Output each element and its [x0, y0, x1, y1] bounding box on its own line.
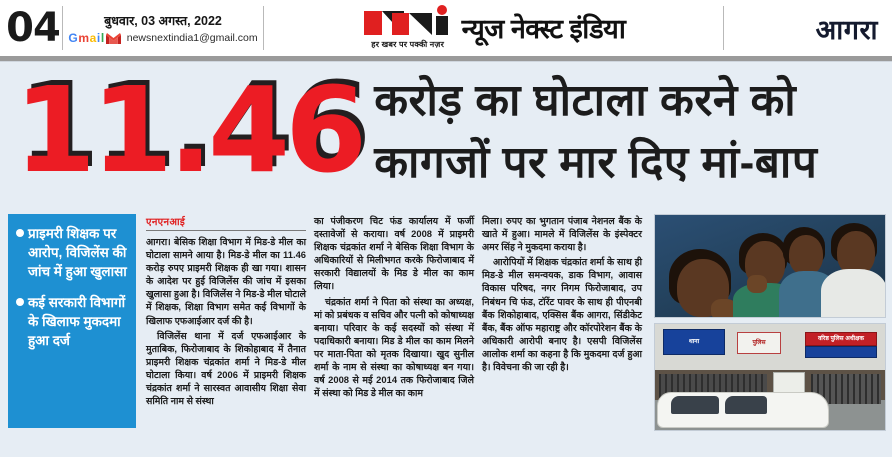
brand-name: न्यूज नेक्स्ट इंडिया: [461, 13, 626, 44]
car-window-front: [671, 396, 719, 414]
article-column-1: [146, 214, 306, 442]
gmail-icon: G m a i l: [68, 32, 121, 45]
gmail-envelope-icon: [105, 32, 122, 45]
headline-line-2: कागजों पर मार दिए मां-बाप: [374, 138, 818, 187]
paragraph: विजिलेंस थाना में दर्ज एफआईआर के मुताबिक, फिरोजाबाद के शिकोहाबाद में तैनात प्राइमरी शिक्षक चंद्रकांत शर्मा ने मिड-डे मील घोटाला किया। वर्ष 2006 में प्राइमरी शिक्षक चंद्रकांत शर्मा ने सारस्वत आवासीय शिक्षा सेवा समिति नाम से संस्था: [146, 329, 306, 407]
logo-tagline: हर खबर पर पक्की नज़र: [371, 40, 445, 49]
station-sign-thana: थाना: [663, 329, 725, 355]
highlight-item: [16, 293, 128, 350]
edition-block: [724, 0, 892, 56]
brand-block: [264, 0, 723, 56]
publication-date: बुधवार, 03 अगस्त, 2022: [104, 13, 222, 28]
bullet-dot-icon: [16, 229, 24, 237]
date-contact-block: [63, 0, 263, 56]
page-number-block: [0, 0, 62, 56]
email-address[interactable]: newsnextindia1@gmail.com: [126, 32, 258, 44]
paragraph: का पंजीकरण चिट फंड कार्यालय में फर्जी दस्तावेजों से कराया। वर्ष 2008 में प्राइमरी शिक्षक चंद्रकांत शर्मा ने बेसिक शिक्षा विभाग के अधिकारियों से मिलीभगत करके फिरोजाबाद में सरकारी विद्यालयों के मिड डे मील का काम लिया।: [314, 215, 474, 292]
nni-logo-icon: [362, 5, 454, 49]
station-sign-sp: वरिष्ठ पुलिस अधीक्षक: [805, 332, 877, 346]
police-station-building-photo: [654, 323, 886, 431]
paragraph: मिला। रुपए का भुगतान पंजाब नेशनल बैंक के खाते में हुआ। मामले में विजिलेंस के इंस्पेक्टर अमर सिंह ने मुकदमा कराया है।: [482, 215, 642, 253]
station-sign-sub: [805, 346, 877, 358]
bullet-dot-icon: [16, 298, 24, 306]
highlight-text: प्राइमरी शिक्षक पर आरोप, विजिलेंस की जांच में हुआ खुलासा: [28, 226, 127, 279]
headline-text-block: [362, 66, 817, 194]
car-window-rear: [725, 396, 767, 414]
text-columns: [146, 214, 648, 442]
station-sign-police: पुलिस: [737, 332, 781, 354]
paragraph: आरोपियों में शिक्षक चंद्रकांत शर्मा के साथ ही मिड-डे मील समन्वयक, डाक विभाग, आवास विकास परिषद, नगर निगम फिरोजाबाद, उप निबंधन चि फंड, टॉरेंट पावर के साथ ही पीएनबी बैंक शिकोहाबाद, एक्सिस बैंक आगरा, सिंडीकेट बैंक, बैंक ऑफ महाराष्ट्र और कॉरपोरेशन बैंक के अधिकारी आरोपी बनाए है। एसपी विजिलेंस आलोक शर्मा का कहना है कि मुकदमा दर्ज हुआ है। विवेचना की जा रही है।: [482, 256, 642, 373]
article-body: [0, 210, 892, 442]
article-column-2: [314, 214, 474, 442]
masthead: [0, 0, 892, 56]
paragraph: चंद्रकांत शर्मा ने पिता को संस्था का अध्यक्ष, मां को प्रबंधक व सचिव और पत्नी को कोषाध्यक्ष बनाया। परिवार के कई सदस्यों को संस्था में पदाधिकारी बनाया। मिड डे मील का काम मिलने पर माता-पिता को मृतक दिखाया। खुद सुनील शर्मा के नाम से संस्था का कोषाध्यक्ष बन गया। वर्ष 2008 से मई 2014 तक फिरोजाबाद जिले में संस्था को मिड डे मील का काम: [314, 295, 474, 399]
email-row: [68, 32, 257, 45]
edition-city: आगरा: [815, 14, 878, 45]
headline-zone: [0, 62, 892, 210]
headline-line-1: करोड़ का घोटाला करने को: [374, 76, 797, 125]
highlight-text: कई सरकारी विभागों के खिलाफ मुकदमा हुआ दर्ज: [28, 295, 126, 348]
paragraph: आगरा। बेसिक शिक्षा विभाग में मिड-डे मील का घोटाला सामने आया है। मिड-डे मील का 11.46 करोड़ रुपए प्राइमरी शिक्षक ही खा गया। शासन के आदेश पर हुई विजिलेंस की जांच में इसका खुलासा हुआ है। विजिलेंस ने मिड-डे मील घोटाले में शिक्षक, शिक्षा विभाग समेत कई विभागों के खिलाफ एफआईआर दर्ज की है।: [146, 236, 306, 326]
photo-column: [654, 214, 886, 442]
highlight-item: [16, 224, 128, 281]
school-children-midday-meal-photo: [654, 214, 886, 318]
article-column-3: [482, 214, 642, 442]
byline: एनएनआई: [146, 214, 306, 231]
headline-figure: 11.46: [14, 61, 363, 199]
page-number: 04: [6, 5, 60, 51]
highlights-box: [8, 214, 136, 428]
